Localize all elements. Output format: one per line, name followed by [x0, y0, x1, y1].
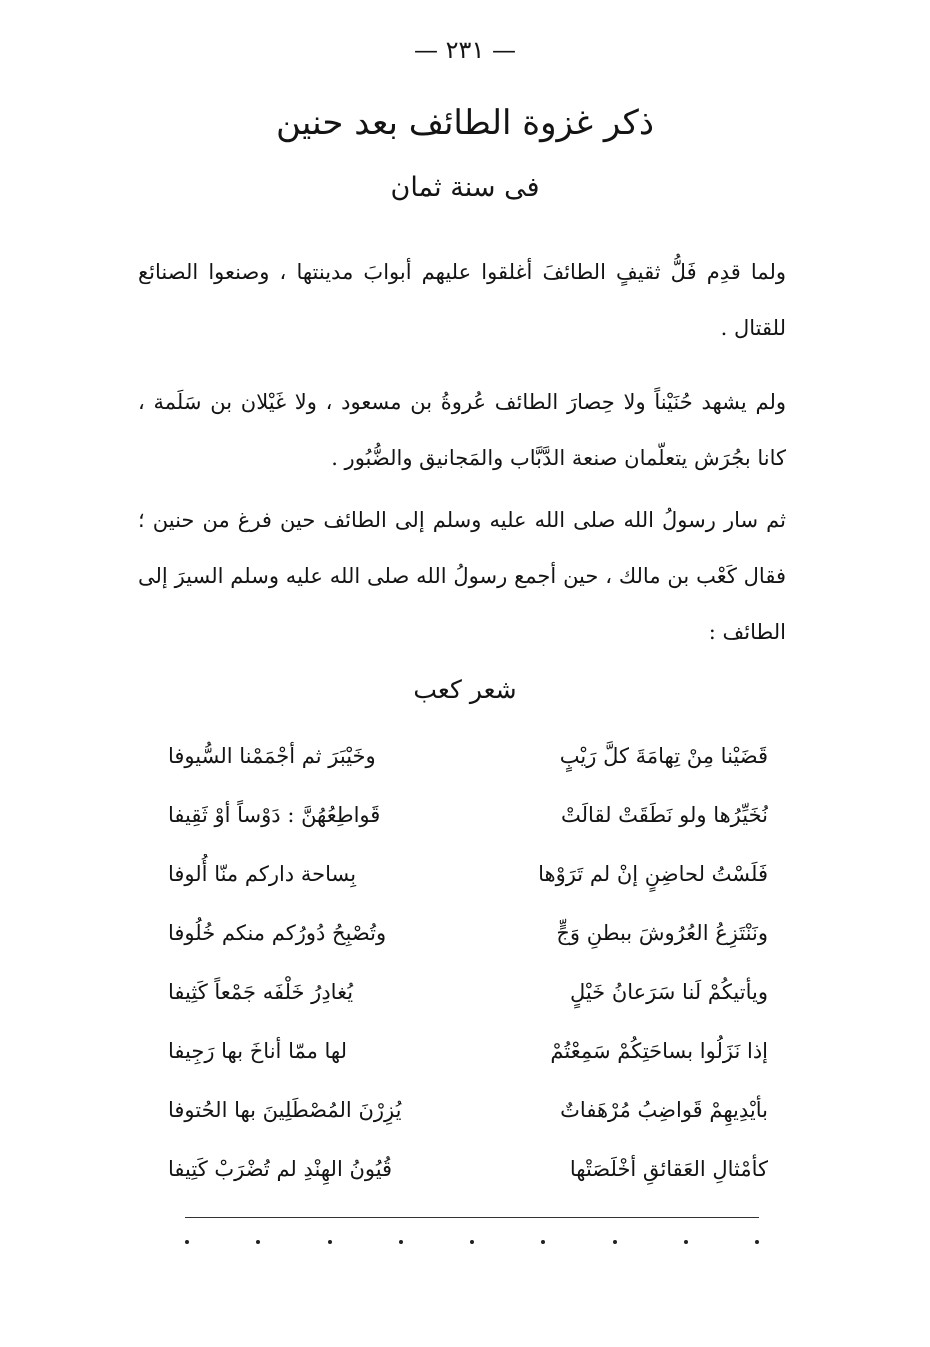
- paragraph: ولم يشهد حُنَيْناً ولا حِصارَ الطائف عُروةُ بن مسعود ، ولا غَيْلان بن سَلَمة ، كانا بجُرَش يتعلّمان صنعة الدَّبَّاب والمَجانيق والضُّبُور .: [138, 390, 786, 470]
- chapter-title: ذكر غزوة الطائف بعد حنين: [276, 103, 654, 143]
- dot: [256, 1240, 260, 1244]
- verse-line: [168, 795, 768, 854]
- footer-dots: [185, 1240, 759, 1248]
- second-hemistich: يُغادِرُ خَلْفَه جَمْعاً كَثِيفا: [168, 980, 354, 1004]
- verse-line: [168, 854, 768, 913]
- dot: [541, 1240, 545, 1244]
- second-hemistich: قُيُونُ الهِنْدِ لم تُضْرَبْ كَتِيفا: [168, 1157, 393, 1181]
- verse-line: [168, 972, 768, 1031]
- second-hemistich: لها ممّا أناخَ بها رَجِيفا: [168, 1039, 348, 1063]
- footer-divider: [185, 1217, 759, 1218]
- dot: [470, 1240, 474, 1244]
- first-hemistich: إذا نَزَلُوا بساحَتِكُمْ سَمِعْتُمْ: [550, 1039, 768, 1063]
- first-hemistich: قَضَيْنا مِنْ تِهامَةَ كلَّ رَيْبٍ: [559, 744, 768, 768]
- dot: [613, 1240, 617, 1244]
- verse-line: [168, 913, 768, 972]
- paragraph: ولما قدِم فَلُّ ثقيفٍ الطائفَ أغلقوا عليهم أبوابَ مدينتها ، وصنعوا الصنائع للقتال .: [138, 260, 786, 340]
- first-hemistich: كأمْثالِ العَقائقِ أخْلَصَتْها: [569, 1157, 768, 1181]
- verse-line: [168, 1090, 768, 1149]
- first-hemistich: نُخَيِّرُها ولو نَطَقَتْ لقالَتْ: [561, 803, 768, 827]
- first-hemistich: ونَنْتَزِعُ العُرُوشَ ببطنِ وَجٍّ: [556, 921, 768, 945]
- first-hemistich: فَلَسْتُ لحاضِنٍ إنْ لم تَرَوْها: [538, 862, 768, 886]
- paragraph: ثم سار رسولُ الله صلى الله عليه وسلم إلى الطائف حين فرغ من حنين ؛ فقال كَعْب بن مالك ، حين أجمع رسولُ الله صلى الله عليه وسلم السيرَ إلى الطائف :: [138, 508, 786, 644]
- second-hemistich: قَواطِعُهُنَّ : دَوْساً أوْ ثَقِيفا: [168, 803, 381, 827]
- page-number: — ٢٣١ —: [414, 36, 516, 64]
- verse-line: [168, 1031, 768, 1090]
- dot: [684, 1240, 688, 1244]
- second-hemistich: بِساحة داركم منّا أُلوفا: [168, 862, 357, 886]
- dot: [755, 1240, 759, 1244]
- poem-heading: شعر كعب: [413, 675, 517, 704]
- dot: [328, 1240, 332, 1244]
- first-hemistich: بأيْدِيهِمْ قَواضِبُ مُرْهَفاتٌ: [560, 1098, 768, 1122]
- dot: [185, 1240, 189, 1244]
- poem: [168, 736, 768, 1208]
- first-hemistich: ويأتيكُمْ لَنا سَرَعانُ خَيْلٍ: [569, 980, 768, 1004]
- chapter-subtitle: فى سنة ثمان: [390, 172, 540, 203]
- dot: [399, 1240, 403, 1244]
- second-hemistich: يُزِرْنَ المُصْطَلِينَ بها الحُتوفا: [168, 1098, 402, 1122]
- second-hemistich: وتُصْبِحُ دُورُكم منكم خُلُوفا: [168, 921, 387, 945]
- verse-line: [168, 1149, 768, 1208]
- verse-line: [168, 736, 768, 795]
- second-hemistich: وخَيْبَرَ ثم أجْمَمْنا السُّيوفا: [168, 744, 376, 768]
